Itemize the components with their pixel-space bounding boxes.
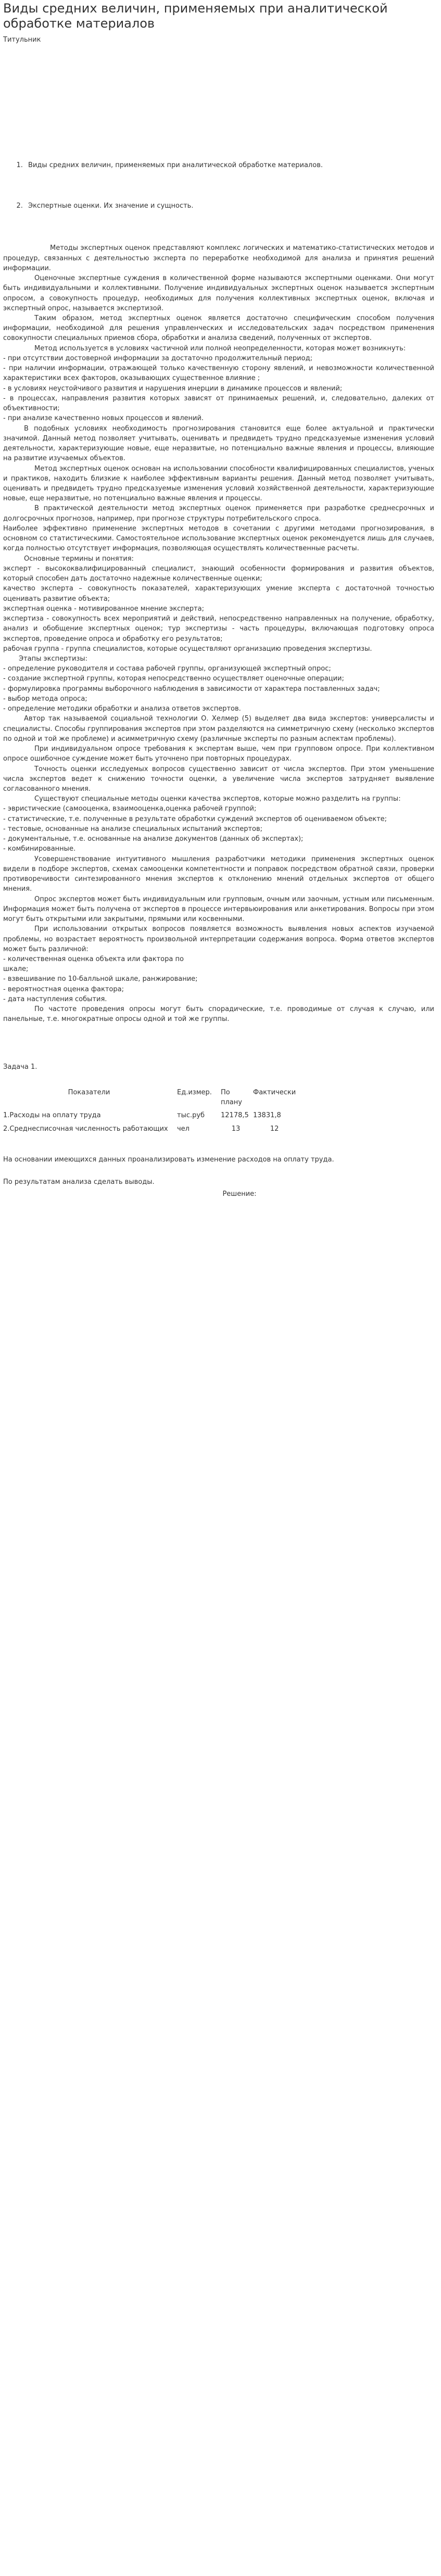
- list-item: - эвристические (самооценка, взаимооценка,оценка рабочей группой;: [3, 805, 257, 813]
- definition: эксперт - высококвалифицированный специалист, знающий особенности формирования и развития объектов, который способен дать достаточно надежные количественные оценки;: [3, 564, 434, 583]
- list-item: - количественная оценка объекта или фактора по: [3, 955, 184, 963]
- list-item: - определение руководителя и состава рабочей группы, организующей экспертный опрос;: [3, 665, 331, 673]
- task-title: Задача 1.: [3, 1063, 37, 1071]
- list-item: - статистические, т.е. полученные в результате обработки суждений экспертов об оцениваемом объекте;: [3, 815, 387, 823]
- column-header: Фактически: [253, 1088, 296, 1096]
- list-item: - определение методики обработки и анализа ответов экспертов.: [3, 705, 241, 713]
- list-item: - документальные, т.е. основанные на анализе документов (данных об экспертах);: [3, 835, 304, 843]
- document-page: [0, 1, 441, 2576]
- page-title: Виды средних величин, применяемых при аналитической обработке материалов: [3, 1, 388, 31]
- task-instruction: На основании имеющихся данных проанализировать изменение расходов на оплату труда.: [3, 1155, 334, 1164]
- table-cell: 12: [270, 1125, 279, 1133]
- definition: качество эксперта – совокупность показателей, характеризующих умение эксперта с достаточной точностью оценивать развитие объекта;: [3, 585, 434, 603]
- list-item: - вероятностная оценка фактора;: [3, 985, 124, 993]
- list-item: - тестовые, основанные на анализе специальных испытаний экспертов;: [3, 825, 263, 833]
- table-header-row: [3, 1088, 298, 1110]
- list-item: - при отсутствии достоверной информации за достаточно продолжительный период;: [3, 354, 312, 362]
- spacer: [3, 45, 434, 162]
- paragraph: Существуют специальные методы оценки качества экспертов, которые можно разделить на группы:: [34, 795, 401, 803]
- column-header: Ед.измер.: [177, 1088, 212, 1096]
- paragraph: При использовании открытых вопросов появляется возможность выявления новых аспектов изучаемой проблемы, но возрастает вероятность произвольной интерпретации содержания вопроса. Форма ответов экспертов может быть различной:: [3, 925, 434, 953]
- list-item: - в условиях неустойчивого развития и нарушения инерции в динамике процессов и явлений;: [3, 384, 343, 393]
- list-item: - при анализе качественно новых процессов и явлений.: [3, 414, 204, 423]
- list-item: шкале;: [3, 965, 29, 974]
- paragraph: Оценочные экспертные суждения в количественной форме называются экспертными оценками. Они могут быть индивидуальными и коллективными. Получение индивидуальных экспертных оценок называется экспертным опросом, а совокупность процедур, необходимых для получения коллективных экспертных оценок, включая и экспертный опрос, называется экспертизой.: [3, 274, 434, 312]
- list-item: - формулировка программы выборочного наблюдения в зависимости от характера поставленных задач;: [3, 685, 380, 693]
- definition: экспертная оценка - мотивированное мнение эксперта;: [3, 604, 204, 613]
- paragraph: В подобных условиях необходимость прогнозирования становится еще более актуальной и практически значимой. Данный метод позволяет учитывать, оценивать и предвидеть трудно предсказуемые изменения условий деятельности, характеризующие новые, еще неразвитые, но потенциально важные явления и процессы, влияющие на развитие изучаемых объектов.: [3, 424, 434, 463]
- table-cell: 2.Среднесписочная численность работающих: [3, 1125, 168, 1133]
- task-text: [3, 1155, 434, 1199]
- column-header: По плану: [221, 1088, 242, 1107]
- paragraph: Таким образом, метод экспертных оценок является достаточно специфическим способом получения информации, необходимой для решения управленческих и исследовательских задач посредством применения совокупности специальных приемов сбора, обработки и анализа сведений, полученных от экспертов.: [3, 314, 434, 343]
- list-item: - комбинированные.: [3, 845, 76, 853]
- toc-item: 2. Экспертные оценки. Их значение и сущность.: [25, 203, 434, 210]
- spacer: [3, 1025, 434, 1062]
- paragraph: Методы экспертных оценок представляют комплекс логических и математико-статистических методов и процедур, связанных с деятельностью эксперта по переработке необходимой для анализа и принятия решений информации.: [3, 244, 434, 272]
- table-cell: чел: [177, 1125, 190, 1133]
- column-header: Показатели: [68, 1088, 110, 1096]
- table-cell: 1.Расходы на оплату труда: [3, 1112, 101, 1120]
- essay-body: [3, 243, 434, 1024]
- paragraph: Этапы экспертизы:: [19, 654, 87, 663]
- list-item: - при наличии информации, отражающей только качественную сторону явлений, и невозможности количественной характеристики всех факторов, оказывающих существенное влияние ;: [3, 364, 434, 383]
- paragraph: Основные термины и понятия:: [24, 554, 134, 563]
- table-cell: 13: [231, 1125, 241, 1133]
- paragraph: Автор так называемой социальной технологии О. Хелмер (5) выделяет два вида экспертов: универсалисты и специалисты. Способы группирования экспертов при этом разделяются на симметричную схему (несколько экспертов по одной и той же проблеме) и асимметричную схему (различные эксперты по разным аспектам проблемы).: [3, 715, 434, 743]
- toc-item: 1. Виды средних величин, применяемых при аналитической обработке материалов.: [25, 162, 434, 169]
- list-item: - выбор метода опроса;: [3, 694, 87, 703]
- paragraph: При индивидуальном опросе требования к экспертам выше, чем при групповом опросе. При коллективном опросе ошибочное суждение может быть уточнено при повторных процедурах.: [3, 745, 434, 763]
- task-table: [3, 1088, 298, 1137]
- list-item: - взвешивание по 10-балльной шкале, ранжирование;: [3, 975, 198, 983]
- paragraph: Усовершенствование интуитивного мышления разработчики методики применения экспертных оценок видели в подборе экспертов, схемах самооценки компетентности и поправок посредством обратной связи, проверки противоречивости синтезированного мнения экспертов к отклонению мнений отдельных экспертов от общего мнения.: [3, 855, 434, 893]
- paragraph: Метод экспертных оценок основан на использовании способности квалифицированных специалистов, ученых и практиков, находить близкие к наиболее эффективным варианты решения. Данный метод позволяет учитывать, оценивать и предвидеть трудно предсказуемые изменения условий хозяйственной деятельности, характеризующие новые, еще неразвитые, но потенциально важные явления и процессы.: [3, 464, 434, 503]
- table-of-contents: [3, 162, 434, 210]
- spacer: [3, 210, 434, 243]
- table-cell: 12178,5: [221, 1112, 249, 1120]
- paragraph: Опрос экспертов может быть индивидуальным или групповым, очным или заочным, устным или письменным. Информация может быть получена от экспертов в процессе интервьюирования или анкетирования. Вопросы при этом могут быть открытыми или закрытыми, прямыми или косвенными.: [3, 895, 434, 924]
- list-item: - дата наступления события.: [3, 995, 107, 1003]
- paragraph: В практической деятельности метод экспертных оценок применяется при разработке среднесрочных и долгосрочных прогнозов, например, при прогнозе структуры потребительского спроса.: [3, 504, 434, 523]
- paragraph: Метод используется в условиях частичной или полной неопределенности, которая может возникнуть:: [34, 344, 406, 352]
- paragraph: Точность оценки исследуемых вопросов существенно зависит от числа экспертов. При этом уменьшение числа экспертов ведет к снижению точности оценки, а увеличение числа экспертов затрудняет выявление согласованного мнения.: [3, 765, 434, 793]
- table-cell: тыс.руб: [177, 1112, 205, 1120]
- table-cell: 13831,8: [253, 1112, 281, 1120]
- page-subtitle: Титульник: [3, 35, 41, 44]
- task-instruction: По результатам анализа сделать выводы.: [3, 1178, 155, 1186]
- paragraph: Наиболее эффективно применение экспертных методов в сочетании с другими методами прогнозирования, в основном со статистическими. Самостоятельное использование экспертных оценок рекомендуется лишь для случаев, когда полностью отсутствует информация, позволяющая осуществлять количественные расчеты.: [3, 524, 434, 553]
- table-row: [3, 1124, 298, 1137]
- table-row: [3, 1110, 298, 1123]
- list-item: - создание экспертной группы, которая непосредственно осуществляет оценочные операции;: [3, 675, 344, 683]
- paragraph: По частоте проведения опросы могут быть спорадические, т.е. проводимые от случая к случаю, или панельные, т.е. многократные опросы одной и той же группы.: [3, 1005, 434, 1024]
- definition: экспертиза - совокупность всех мероприятий и действий, непосредственно направленных на получение, обработку, анализ и обобщение экспертных оценок; тур экспертизы - часть процедуры, включающая подготовку опроса экспертов, проведение опроса и обработку его результатов;: [3, 615, 434, 643]
- list-item: - в процессах, направления развития которых зависят от принимаемых решений, и, следовательно, далеких от объективности;: [3, 394, 434, 413]
- solution-heading: Решение:: [222, 1190, 257, 1198]
- definition: рабочая группа - группа специалистов, которые осуществляют организацию проведения экспертизы.: [3, 645, 372, 653]
